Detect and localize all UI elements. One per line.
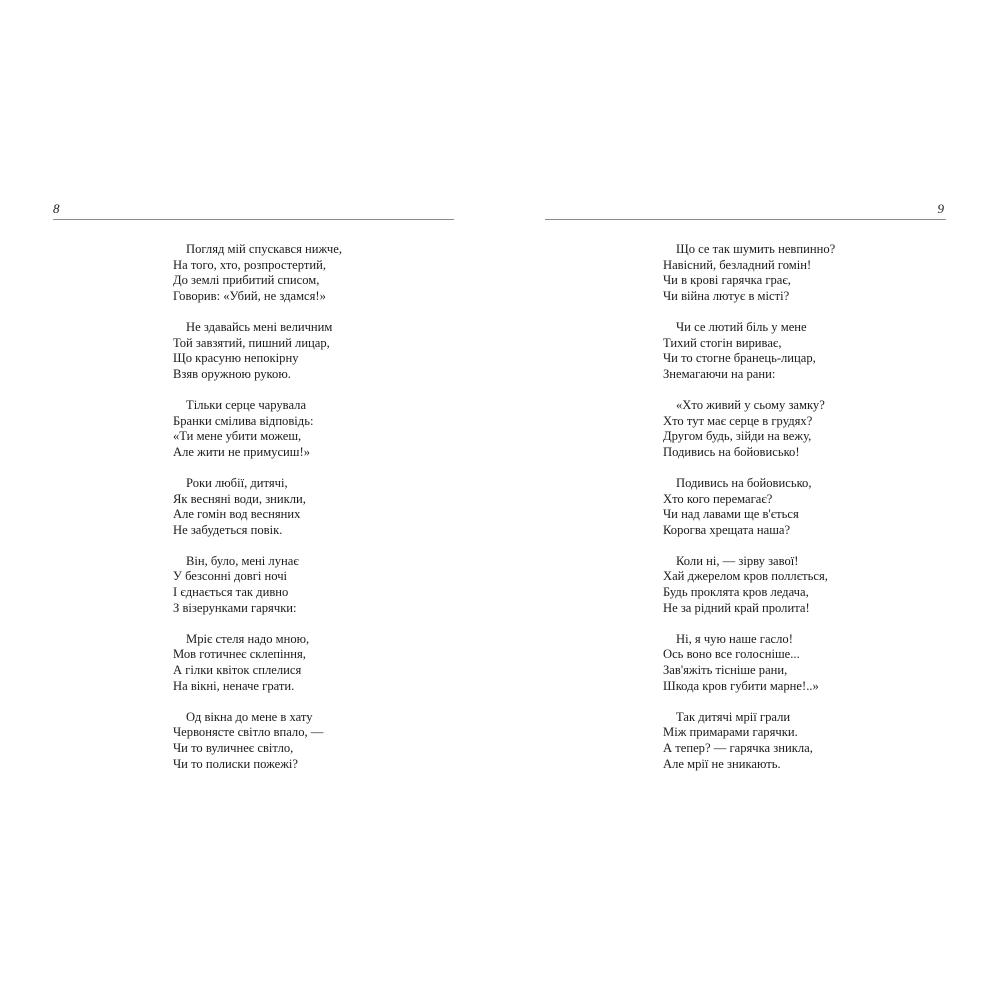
verse-line: Хай джерелом кров поллється, (663, 569, 828, 584)
page-number-right: 9 (937, 201, 944, 216)
verse-line: Так дитячі мрії грали (676, 709, 791, 724)
poem-text-left (173, 242, 342, 772)
right-page (500, 0, 1000, 1000)
verse-line: Чи се лютий біль у мене (676, 319, 807, 334)
verse-line: Не забудеться повік. (173, 522, 283, 537)
verse-line: До землі прибитий списом, (173, 273, 320, 288)
verse-line: Той завзятий, пишний лицар, (173, 335, 330, 350)
verse-line: На того, хто, розпростертий, (173, 257, 326, 272)
verse-line: А тепер? — гарячка зникла, (663, 741, 813, 755)
verse-line: Бранки смілива відповідь: (173, 413, 314, 428)
verse-line: Не здавайсь мені величним (186, 319, 333, 334)
verse-line: Чи то стогне бранець-лицар, (663, 351, 816, 366)
verse-line: А гілки квіток сплелися (173, 663, 302, 678)
verse-line: Тільки серце чарувала (186, 397, 307, 412)
stanza (173, 320, 342, 382)
verse-line: Чи в крові гарячка грає, (663, 273, 791, 288)
verse-line: З візерунками гарячки: (173, 600, 297, 615)
stanza (173, 242, 342, 304)
stanza (173, 476, 342, 538)
verse-line: Тихий стогін вириває, (663, 335, 782, 350)
verse-line: Червонясте світло впало, — (173, 725, 324, 740)
verse-line: У безсонні довгі ночі (173, 569, 288, 584)
verse-line: Як весняні води, зникли, (173, 491, 306, 506)
verse-line: Говорив: «Убий, не здамся!» (173, 288, 326, 303)
stanza (663, 554, 835, 616)
stanza (173, 632, 342, 694)
verse-line: Роки любії, дитячі, (186, 475, 288, 490)
verse-line: Другом будь, зійди на вежу, (663, 429, 812, 444)
header-rule-right (545, 219, 946, 220)
verse-line: Коли ні, — зірву завої! (676, 553, 799, 568)
verse-line: Мов готичнеє склепіння, (173, 647, 306, 662)
verse-line: Що красуню непокірну (173, 351, 299, 366)
verse-line: Знемагаючи на рани: (663, 366, 776, 381)
verse-line: Подивись на бойовисько! (663, 444, 800, 459)
verse-line: «Хто живий у сьому замку? (676, 397, 825, 412)
verse-line: Корогва хрещата наша? (663, 522, 791, 537)
verse-line: Ні, я чую наше гасло! (676, 631, 793, 646)
verse-line: Будь проклята кров ледача, (663, 585, 809, 600)
verse-line: Чи війна лютує в місті? (663, 288, 790, 303)
verse-line: Чи то полиски пожежі? (173, 756, 298, 771)
verse-line: Не за рідний край пролита! (663, 600, 810, 615)
verse-line: Взяв оружною рукою. (173, 366, 291, 381)
verse-line: «Ти мене убити можеш, (173, 429, 302, 444)
page-number-left: 8 (53, 201, 60, 216)
stanza (663, 242, 835, 304)
stanza (173, 710, 342, 772)
poem-text-right (663, 242, 835, 772)
verse-line: Подивись на бойовисько, (676, 475, 812, 490)
verse-line: Ось воно все голосніше... (663, 647, 800, 662)
verse-line: Але гомін вод весняних (173, 507, 301, 522)
stanza (663, 320, 835, 382)
stanza (173, 554, 342, 616)
stanza (173, 398, 342, 460)
stanza (663, 398, 835, 460)
verse-line: Але мрії не зникають. (663, 756, 781, 771)
verse-line: Між примарами гарячки. (663, 725, 798, 740)
verse-line: Він, було, мені лунає (186, 553, 299, 568)
verse-line: Хто тут має серце в грудях? (663, 413, 813, 428)
stanza (663, 632, 835, 694)
verse-line: Хто кого перемагає? (663, 491, 773, 506)
verse-line: Але жити не примусиш!» (173, 444, 310, 459)
verse-line: Од вікна до мене в хату (186, 709, 313, 724)
verse-line: Чи то вуличнеє світло, (173, 741, 294, 755)
verse-line: Шкода кров губити марне!..» (663, 678, 819, 693)
verse-line: На вікні, неначе грати. (173, 678, 295, 693)
verse-line: Що се так шумить невпинно? (676, 242, 836, 256)
verse-line: Погляд мій спускався нижче, (186, 242, 342, 256)
verse-line: Мріє стеля надо мною, (186, 631, 310, 646)
header-rule-left (53, 219, 454, 220)
stanza (663, 476, 835, 538)
verse-line: І єднається так дивно (173, 585, 289, 600)
stanza (663, 710, 835, 772)
verse-line: Чи над лавами ще в'ється (663, 507, 799, 522)
verse-line: Навісний, безладний гомін! (663, 257, 812, 272)
verse-line: Зав'яжіть тісніше рани, (663, 663, 788, 678)
